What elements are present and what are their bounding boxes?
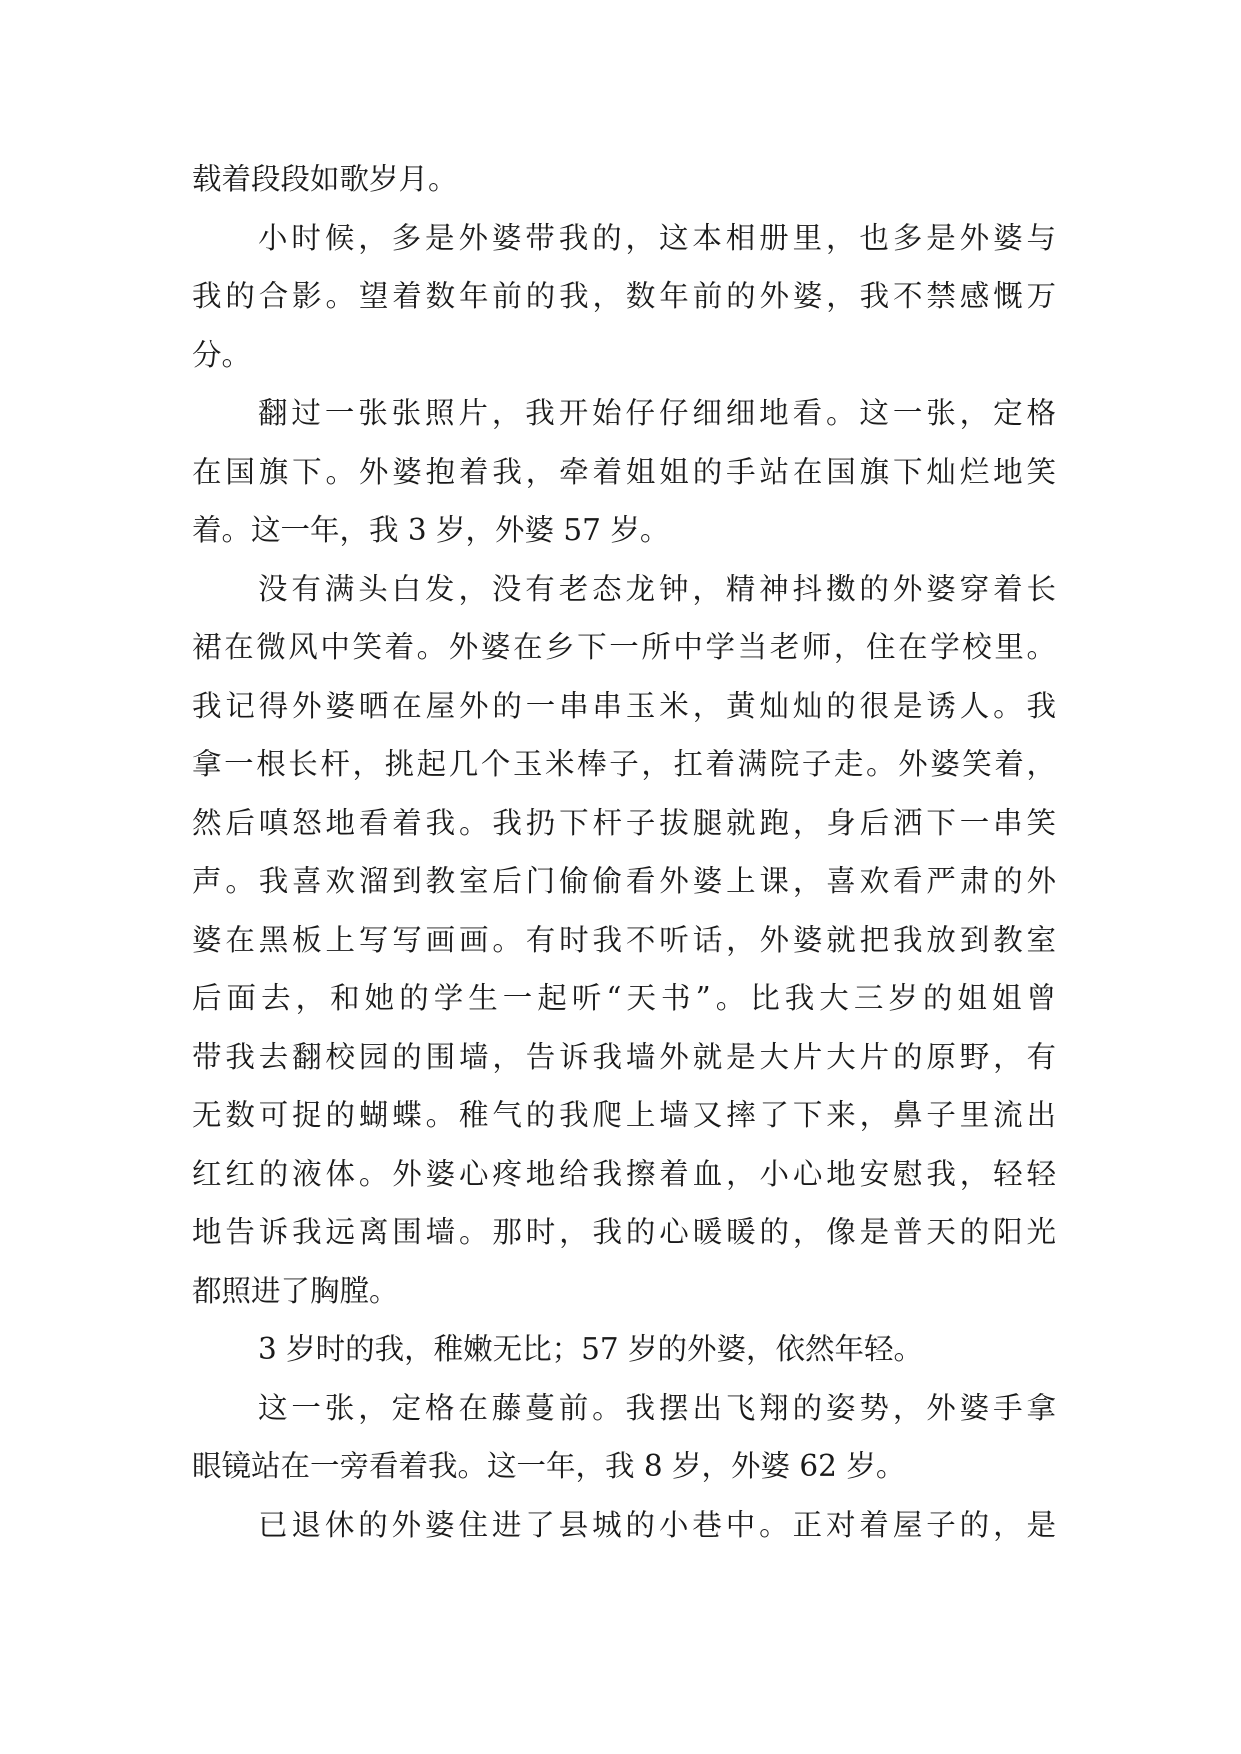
text-line: 已退休的外婆住进了县城的小巷中。正对着屋子的，是 [258, 1507, 1056, 1542]
text-line: 着。这一年，我 3 岁，外婆 57 岁。 [192, 513, 670, 547]
text-line: 无数可捉的蝴蝶。稚气的我爬上墙又摔了下来，鼻子里流出 [192, 1098, 1056, 1132]
text-line: 小时候，多是外婆带我的，这本相册里，也多是外婆与 [258, 220, 1056, 255]
text-line: 然后嗔怒地看着我。我扔下杆子拔腿就跑，身后洒下一串笑 [192, 805, 1056, 840]
body-text [192, 150, 1056, 1554]
text-line: 带我去翻校园的围墙，告诉我墙外就是大片大片的原野，有 [192, 1039, 1056, 1074]
text-line: 声。我喜欢溜到教室后门偷偷看外婆上课，喜欢看严肃的外 [192, 864, 1056, 898]
text-line: 翻过一张张照片，我开始仔仔细细地看。这一张，定格 [258, 396, 1056, 430]
text-line: 都照进了胸膛。 [192, 1273, 399, 1308]
text-line: 没有满头白发，没有老态龙钟，精神抖擞的外婆穿着长 [258, 571, 1056, 606]
text-line: 3 岁时的我，稚嫩无比；57 岁的外婆，依然年轻。 [258, 1332, 924, 1366]
text-line: 在国旗下。外婆抱着我，牵着姐姐的手站在国旗下灿烂地笑 [192, 454, 1056, 489]
text-line: 裙在微风中笑着。外婆在乡下一所中学当老师，住在学校里。 [192, 630, 1056, 664]
text-line: 载着段段如歌岁月。 [192, 162, 458, 196]
text-line: 眼镜站在一旁看着我。这一年，我 8 岁，外婆 62 岁。 [192, 1449, 906, 1483]
text-line: 后面去，和她的学生一起听“天书”。比我大三岁的姐姐曾 [192, 981, 1056, 1015]
text-line: 我的合影。望着数年前的我，数年前的外婆，我不禁感慨万 [192, 279, 1056, 313]
text-line: 地告诉我远离围墙。那时，我的心暖暖的，像是普天的阳光 [192, 1215, 1056, 1249]
text-line: 这一张，定格在藤蔓前。我摆出飞翔的姿势，外婆手拿 [258, 1390, 1056, 1425]
text-line: 拿一根长杆，挑起几个玉米棒子，扛着满院子走。外婆笑着， [192, 747, 1056, 781]
text-line: 婆在黑板上写写画画。有时我不听话，外婆就把我放到教室 [192, 922, 1056, 957]
text-line: 分。 [192, 337, 252, 372]
text-line: 红红的液体。外婆心疼地给我擦着血，小心地安慰我，轻轻 [192, 1156, 1056, 1191]
text-line: 我记得外婆晒在屋外的一串串玉米，黄灿灿的很是诱人。我 [192, 688, 1056, 723]
